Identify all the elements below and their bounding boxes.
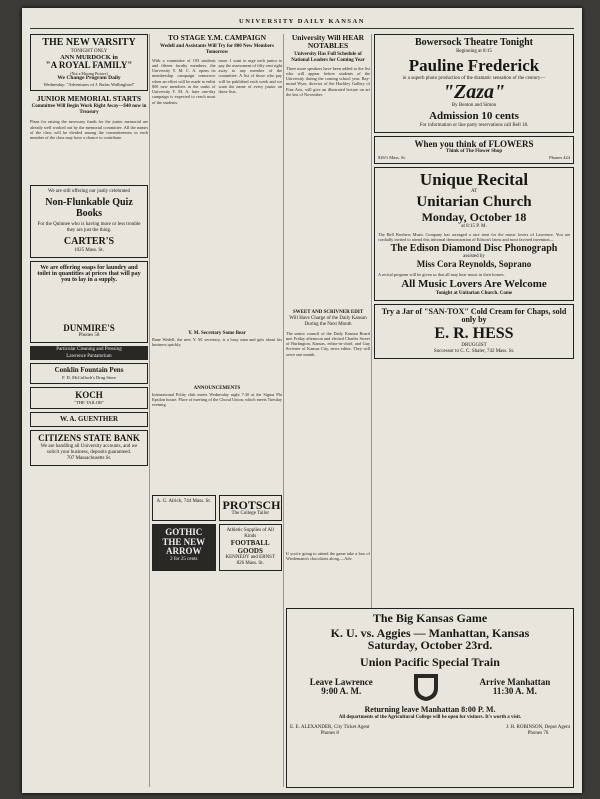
varsity-title: THE NEW VARSITY [42,37,136,48]
admission-sub: For information or line party reservations call Bell 18. [419,122,529,128]
flowers-phone: Phones 424 [549,155,570,161]
notables-headline: University Will HEAR NOTABLES [291,34,365,50]
dunmire-ad [30,261,148,343]
protsch-sub: The College Tailor [231,511,270,517]
recital-at: AT [470,189,478,195]
conklin-ad [30,363,148,383]
koch-ad [30,387,148,409]
dunmire-name: DUNMIRE'S [63,322,115,333]
announcements-heading: ANNOUNCEMENTS [193,385,241,391]
protsch-ad [219,495,283,522]
masthead: UNIVERSITY DAILY KANSAN [239,18,365,25]
conklin-sub: F. D. McCulloch's Drug Store [62,374,116,380]
returning: Returning leave Manhattan 8:00 P. M. [364,705,496,715]
carters-intro: We are still offering our justly celebrated [48,189,130,195]
soprano-name: Miss Cora Reynolds, Soprano [416,259,532,270]
newspaper-page [22,8,582,793]
column-4 [374,34,574,362]
varsity-wed: Wednesday: "Adventures of J. Rufus Wallingford" [43,81,135,87]
admission: Admission 10 cents [429,110,519,123]
column-3 [286,34,370,581]
protsch-name: PROTSCH [222,497,281,512]
special-train: Union Pacific Special Train [360,654,500,669]
sweet-headline: SWEET AND SCRIVNER EDIT [292,309,364,315]
quiz-body: For the Quinnee who is having more or less trouble they are just the thing. [37,222,141,234]
edison-body: A recital program will be given so that all may hear music in their homes. [378,271,505,277]
citizens-address: 707 Massachusetts St. [66,455,112,461]
leave-label: Leave Lawrence [309,676,373,687]
column-divider [149,34,150,787]
varsity-change: We Change Program Daily [57,74,121,81]
hess-successor: Successor to C. C. Shaler, 742 Mass. St. [433,349,515,355]
masthead-rule [30,28,574,29]
varsity-note: (Not a Moving Picture) [70,70,108,76]
conklin-title: Conklin Fountain Pens [54,366,124,375]
santox-text: Try a Jar of "SAN-TOX" Cold Cream for Chaps, sold only by [381,306,567,324]
flower-shop-ad [374,136,574,164]
arrive-label: Arrive Manhattan [479,676,551,687]
leave-time: 9:00 A. M. [321,686,362,697]
junior-headline: JUNIOR MEMORIAL STARTS [36,93,142,103]
carters-ad [30,185,148,258]
arrow-sub: 2 for 25 cents [170,556,198,562]
citizens-ad [30,430,148,465]
flowers-address: 826½ Mass. St. [378,155,406,161]
cleaning-bar: Particular Cleaning and Pressing [30,346,148,353]
arrive-time: 11:30 A. M. [492,686,537,697]
cleaning-sub: Lawrence Pantatorium [30,353,148,360]
sales-title: Y. M. Secretary Some Bear [188,330,246,336]
kennedy-address: 826 Mass. St. [236,561,264,567]
kennedy-name: KENNEDY and ERNST [225,555,276,561]
matchup: K. U. vs. Aggies — Manhattan, Kansas [330,625,530,640]
carters-name: CARTER'S [63,236,115,248]
recital-date: Monday, October 18 [421,209,527,224]
notables-body: Three more speakers have been added to the list who will appear before students of the University during the coming school year. Ray-mond Wyer, director of the Hackley Gallery of Fine Arts, will give an illustrated lecture on art the last of November. [286,65,370,97]
arrow-title: GOTHIC THE NEW ARROW [162,527,206,557]
druggist: DRUGGIST [461,343,487,349]
sales-body: Rane Wedell, the new Y. M. secretary, is a busy man and gets about his business quickly. [152,336,282,348]
recital-venue: Unitarian Church [416,194,532,211]
announcements-body: International Polity club meets Wednesday night 7:30 at the Sigma Phi Epsilon house. Place of meeting of the Choral Union, which meets Tuesday evening. [152,391,282,408]
bowersock-time: Beginning at 8:15 [456,48,492,54]
shanklin-ad [152,495,216,522]
bowersock-ad [374,34,574,133]
junior-body: Plans for raising the necessary funds for the junior memorial are already well worked out by the memorial committee. All the names of the class will be divided among the committeemen so each member of the class may have a chance to contribute. [30,119,148,140]
union-pacific-shield-icon [412,672,440,702]
recital-ad [374,167,574,300]
campaign-headline: TO STAGE Y.M. CAMPAIGN [168,34,266,42]
hess-ad [374,304,574,360]
carters-address: 1025 Mass. St. [74,247,104,253]
varsity-ad [30,34,148,91]
shanklin-text: A. G. Alrich, 744 Mass. St. [156,498,211,504]
sweet-subhead: Will Have Charge of the Daily Kansan During the Next Month [289,315,367,327]
varsity-sub: TONIGHT ONLY [70,48,108,54]
soap-list [34,286,144,324]
kennedy-ad [219,524,283,571]
sweet-body: The senior council of the Daily Kansan Board met Friday afternoon and elected Charles Sweet of Burlington, Kansas, editor-in-chief, and Guy Scrivner of Kansas City, news editor. They will serve one month. [286,330,370,357]
pauline-name: Pauline Frederick [408,55,540,75]
chocolates-note: If you're going to attend the game take a box of Wiedemann's chocolates along.—Adv. [286,550,370,561]
flowers-sub: Think of The Flower Shop [445,149,503,155]
agent-robinson-phone: Phones 76 [527,730,549,736]
junior-subhead: Committee Will Begin Work Right Away—$40 now in Treasury [31,104,147,116]
citizens-name: CITIZENS STATE BANK [38,433,140,444]
music-lovers-sub: Tonight at Unitarian Church. Come [435,290,513,296]
pauline-sub: in a superb photo production of the dramatic sensation of the century— [402,76,546,82]
music-lovers: All Music Lovers Are Welcome [401,278,547,291]
returning-sub: All departments of the Agricultural College will be open for visitors. It's worth a visit. [338,714,522,720]
column-2 [152,34,282,574]
notables-subhead: University Has Full Schedule of National Leaders for Coming Year [291,51,365,63]
edison-title: The Edison Diamond Disc Phonograph [390,242,558,254]
recital-body: The Bell Brothers Music Company has arranged a rare treat for the music lovers of Lawrence. You are cordially invited to attend this informal demonstration of Edison's latest and most favored invention— [378,231,570,242]
koch-name: KOCH [75,389,103,400]
junior-continued: more. I want to urge each junior to pay the assessment of fifty cent right away to any member of the committee. A list of those who pay will be published each week and we want the name of every junior on those lists. [218,57,282,95]
assisted-by: assisted by [463,254,485,260]
zaza-title: "Zaza" [442,81,506,104]
hess-name: E. R. HESS [434,325,514,343]
guenther-name: W. A. GUENTHER [59,415,119,423]
citizens-body: We are handling all University accounts, and we solicit your business, deposits guaranteed. [40,443,138,455]
varsity-play: "A ROYAL FAMILY" [45,60,133,71]
recital-time: at 8:15 P. M. [461,223,487,229]
quiz-title: Non-Flunkable Quiz Books [45,197,133,219]
koch-sub: "THE TAILOR" [74,400,104,405]
dunmire-phone: Phones 58 [78,333,100,339]
guenther-ad [30,412,148,427]
agent-alexander-phone: Phones 8 [320,730,339,736]
game-date: Saturday, October 23rd. [367,638,493,653]
big-game-ad [286,608,574,788]
recital-title: Unique Recital [419,170,529,190]
athletic-supplies: Athletic Supplies of All Kinds [226,528,274,540]
football-goods: FOOTBALL GOODS [230,539,270,555]
soap-offer: We are offering soaps for laundry and toilet in quantities at prices that will pay you to lay in a supply. [37,264,141,284]
agent-alexander: E. E. ALEXANDER, City Ticket Agent [290,724,370,730]
varsity-star: ANN MURDOCK in [60,53,118,61]
campaign-body: With a committee of 103 students and fifteen faculty members, the University Y. M. C. A. opens its membership campaign tomorrow when an effort will be made to enlist 800 new members in the ranks of University Y. M. A. later one-day campaign is expected to reach most of the students. [152,57,216,105]
bowersock-title: Bowersock Theatre Tonight [415,37,533,48]
campaign-subhead: Wedell and Assistants Will Try for 800 New Members Tomorrow [160,43,274,55]
flowers-title: When you think of FLOWERS [414,138,534,149]
big-game-title: The Big Kansas Game [372,611,488,625]
zaza-by: By Benton and Simon [451,103,497,109]
column-divider [283,34,284,787]
arrow-collar-ad [152,524,216,571]
agent-robinson: J. H. ROBINSON, Depot Agent [505,724,570,730]
column-1 [30,34,148,469]
